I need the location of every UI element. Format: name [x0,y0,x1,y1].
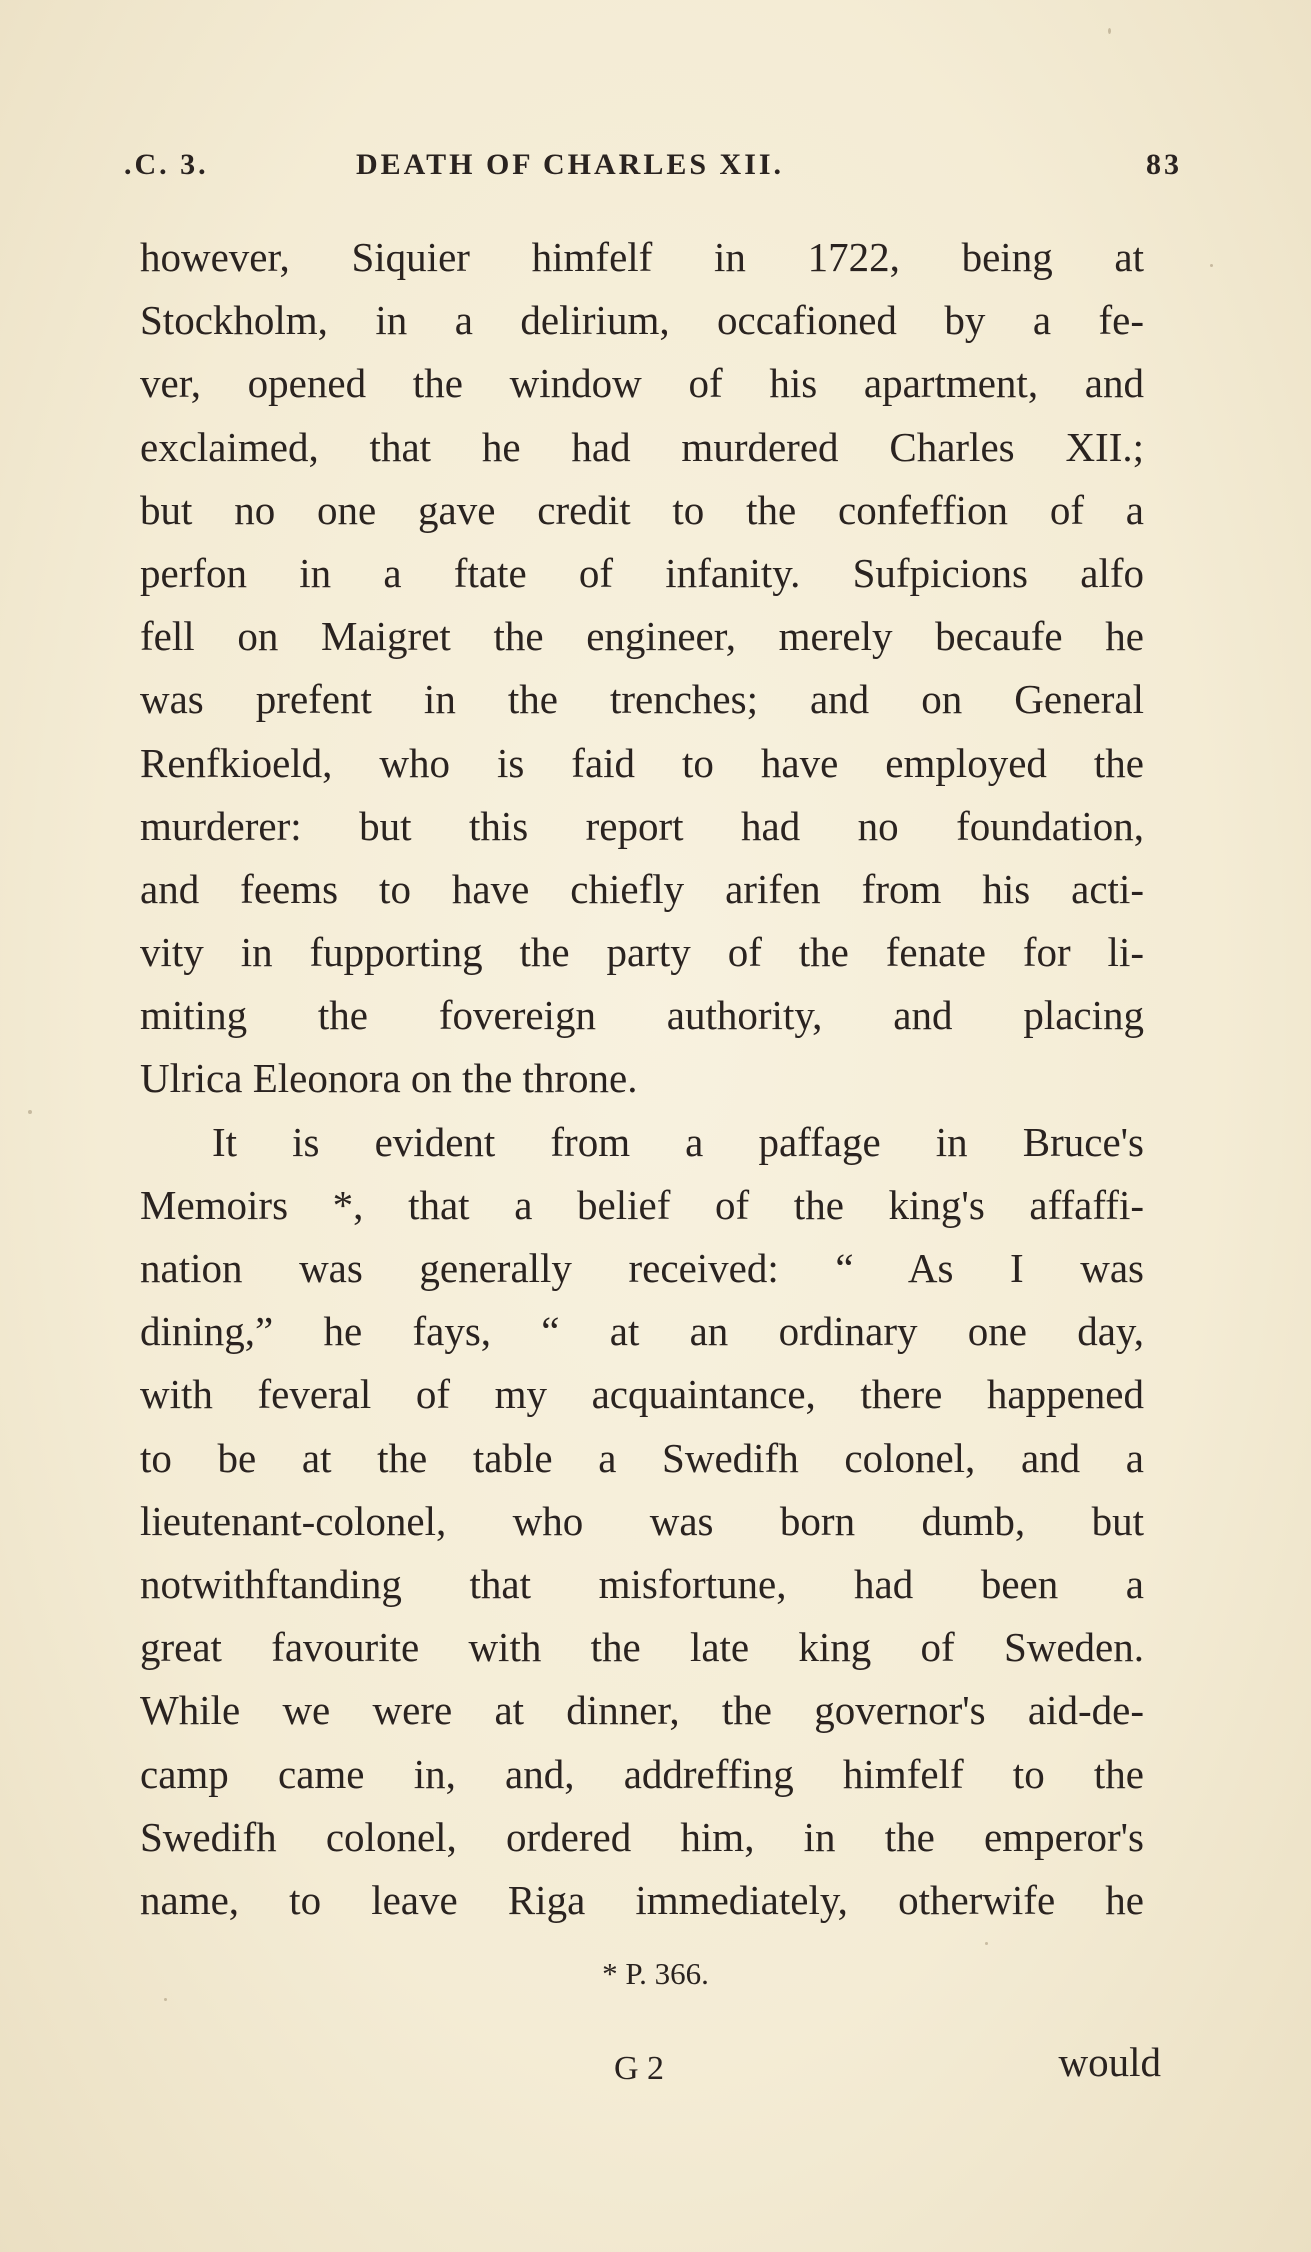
text-line: Renfkioeld, who is faid to have employed the [140,739,1144,786]
body-text [140,226,1144,1932]
text-line: with feveral of my acquaintance, there happened [140,1371,1144,1418]
text-line: ver, opened the window of his apartment, and [140,360,1144,407]
paper-speck [985,1942,988,1945]
text-line: but no one gave credit to the confeffion of a [140,486,1144,533]
text-line: nation was generally received: “ As I was [140,1245,1144,1291]
text-line: exclaimed, that he had murdered Charles XII.; [140,423,1144,470]
chapter-reference: .C. 3. [124,148,209,181]
signature-mark: G 2 [614,2050,665,2087]
text-line: While we were at dinner, the governor's aid-de- [140,1687,1144,1734]
footnote: * P. 366. [602,1956,709,1991]
running-title: DEATH OF CHARLES XII. [356,148,785,181]
text-line: camp came in, and, addreffing himfelf to the [140,1750,1144,1797]
text-line: Stockholm, in a delirium, occafioned by a fe- [140,297,1144,344]
text-line: perfon in a ftate of infanity. Sufpicions alfo [140,549,1144,596]
catchword: would [1058,2039,1161,2085]
text-line: It is evident from a paffage in Bruce's [212,1118,1144,1165]
paper-speck [1108,28,1111,34]
text-line: lieutenant-colonel, who was born dumb, but [140,1497,1144,1544]
paper-speck [164,1998,167,2001]
text-line: vity in fupporting the party of the fenate for li- [140,929,1144,976]
text-line: to be at the table a Swedifh colonel, and a [140,1434,1144,1481]
page-number: 83 [1146,148,1182,181]
text-line: however, Siquier himfelf in 1722, being at [140,234,1144,280]
text-line: great favourite with the late king of Sweden. [140,1624,1144,1671]
paper-speck [28,1110,32,1114]
text-line: Memoirs *, that a belief of the king's affaffi- [140,1181,1144,1228]
text-line: Ulrica Eleonora on the throne. [140,1055,638,1102]
text-line: Swedifh colonel, ordered him, in the emperor's [140,1813,1144,1860]
text-line: was prefent in the trenches; and on General [140,676,1144,723]
text-line: and feems to have chiefly arifen from his acti- [140,865,1144,912]
running-header [124,148,1182,188]
text-line: name, to leave Riga immediately, otherwife he [140,1876,1144,1923]
text-line: fell on Maigret the engineer, merely becaufe he [140,613,1144,660]
text-line: murderer: but this report had no foundation, [140,802,1144,849]
text-line: notwithftanding that misfortune, had been a [140,1560,1144,1607]
text-line: miting the fovereign authority, and placing [140,992,1144,1039]
text-line: dining,” he fays, “ at an ordinary one day, [140,1308,1144,1355]
paper-speck [1210,264,1213,267]
